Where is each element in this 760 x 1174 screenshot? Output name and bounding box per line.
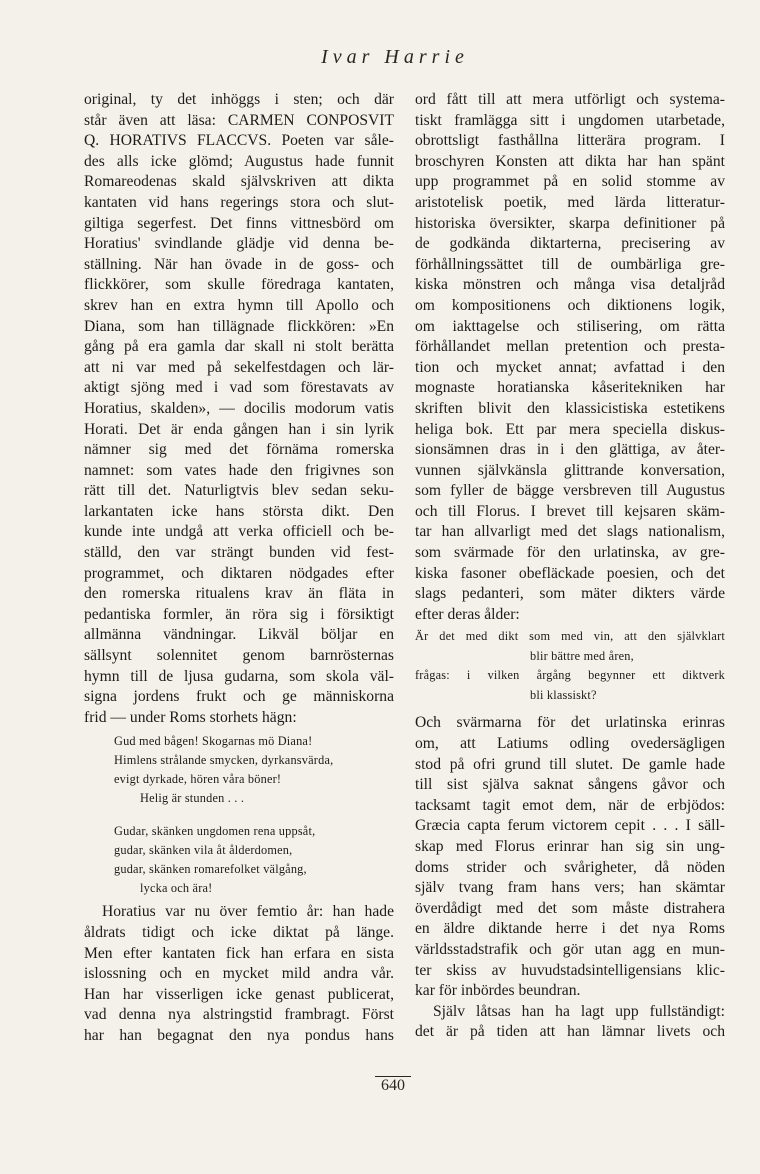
body-line: överdådigt med det som måste distrahera — [415, 899, 725, 917]
right-paragraph-3 — [415, 1002, 725, 1043]
body-line: sällsynt solennitet genom barnrösternas — [84, 647, 394, 665]
body-line: Horatius, skalden», — docilis modorum vatis — [84, 399, 394, 417]
quote-line: Är det med dikt som med vin, att den självklart — [415, 629, 725, 644]
body-line: historiska översikter, skarpa definitioner på — [415, 214, 725, 232]
body-line: en äldre diktande herre i det nya Roms — [415, 920, 725, 938]
body-line: själv tvang fram hans vers; han skämtar — [415, 879, 725, 897]
poem-line: Gud med bågen! Skogarnas mö Diana! — [114, 734, 313, 749]
right-paragraph-2 — [415, 713, 725, 1001]
body-line: namnet: som vates hade den frigivnes son — [84, 461, 394, 479]
body-line: förhållningssättet till de oumbärliga gre- — [415, 255, 725, 273]
body-line: den romerska ritualens krav än fläta in — [84, 585, 394, 603]
body-line: Han har visserligen icke genast publicerat, — [84, 985, 394, 1003]
body-line: signa jordens frukt och ge människorna — [84, 688, 394, 706]
body-line: Horati. Det är enda gången han i sin lyrik — [84, 420, 394, 438]
body-line: världsstadstrafik och gör utan agg en mun- — [415, 940, 725, 958]
body-line: slags pedanteri, som mäter dikters värde — [415, 585, 725, 603]
poem-stanza-1 — [84, 732, 394, 808]
verse-quote — [415, 627, 725, 705]
quote-line: frågas: i vilken årgång begynner ett diktverk — [415, 668, 725, 683]
body-line: gång på era gamla dar skall ni stolt berätta — [84, 338, 394, 356]
body-line: islossning och en mycket mild andra vår. — [84, 965, 394, 983]
body-line: heliga bok. Ett par mera speciella diskus- — [415, 420, 725, 438]
poem-line: evigt dyrkade, hören våra böner! — [114, 772, 282, 787]
body-line: sionsämnen dras in i den glättiga, av åter- — [415, 441, 725, 459]
body-line: efter deras ålder: — [415, 605, 520, 623]
body-line: skap med Florus erinrar han sig sin ung- — [415, 838, 725, 855]
body-line: vunnen självkänsla glittrande konversation, — [415, 461, 725, 479]
body-line: hymn till de ljusa gudarna, som skola väl- — [84, 667, 394, 685]
body-line: tion och mycket annat; avfattad i den — [415, 358, 725, 376]
body-line: kiska mönstren och många visa detaljråd — [415, 276, 725, 294]
body-line: de godkända diktarterna, precisering av — [415, 235, 725, 253]
body-line: står även att läsa: CARMEN CONPOSVIT — [84, 111, 394, 129]
body-line: om, att Latiums odling ovedersägligen — [415, 735, 725, 753]
body-line: ter skiss av huvudstadsintelligensians klic- — [415, 961, 725, 979]
body-line: doms strider och svårigheter, då nöden — [415, 858, 725, 876]
poem-line: Gudar, skänken ungdomen rena uppsåt, — [114, 824, 316, 839]
body-line: kiska fasoner obefläckade poesien, och det — [415, 564, 725, 582]
body-line: obrottsligt fasthållna litterära program. I — [415, 132, 725, 150]
running-header: Ivar Harrie — [321, 46, 469, 68]
body-line: kar för inbördes beundran. — [415, 982, 581, 1000]
body-line: till sist själva saknat sångens gåvor och — [415, 776, 725, 794]
body-line: kunde inte undgå att verka officiell och be- — [84, 523, 394, 541]
body-line: ställd, den var strängt bunden vid fest- — [84, 544, 394, 562]
left-paragraph-1 — [84, 90, 394, 728]
body-line: allmänna vändningar. Likväl böljar en — [84, 626, 394, 644]
body-line: åldrats tidigt och icke diktat på länge. — [84, 924, 394, 941]
body-line: det är på tiden att han lämnar livets och — [415, 1023, 725, 1041]
hymn-poem — [84, 732, 394, 898]
body-line: som svärmade för den urlatinska, av gre- — [415, 544, 725, 562]
body-line: Och svärmarna för det urlatinska erinras — [415, 714, 725, 732]
poem-line: gudar, skänken vila åt ålderdomen, — [114, 843, 293, 858]
body-line: aktigt sjöng med i vad som förestavats av — [84, 379, 394, 397]
page-number: 640 — [381, 1077, 405, 1094]
body-line: upp programmet på en solid stomme av — [415, 173, 725, 191]
body-line: vad denna nya alstringstid frambragt. Först — [84, 1006, 394, 1024]
poem-line: Helig är stunden . . . — [140, 791, 245, 806]
body-line: Själv låtsas han ha lagt upp fullständigt: — [433, 1002, 725, 1020]
left-column — [84, 90, 394, 1047]
right-column — [415, 90, 725, 1043]
body-line: original, ty det inhöggs i sten; och där — [84, 91, 394, 108]
body-line: mognaste horatianska kåseritekniken har — [415, 379, 725, 397]
body-line: Q. HORATIVS FLACCVS. Poeten var såle- — [84, 132, 394, 150]
body-line: stod på ofri grund till slutet. De gamle hade — [415, 755, 725, 773]
body-line: som fyller de bägge versbreven till Augustus — [415, 482, 725, 500]
body-line: pedantiska formler, än röra sig i försiktigt — [84, 605, 394, 623]
poem-line: gudar, skänken romarefolket välgång, — [114, 862, 307, 877]
body-line: ord fått till att mera utförligt och systema- — [415, 91, 725, 108]
body-line: förhållandet mellan pretention och presta- — [415, 338, 725, 356]
poem-stanza-2 — [84, 822, 394, 898]
body-line: skriften blivit den klassicistiska estetikens — [415, 399, 725, 417]
body-line: att ni var med på sekelfestdagen och lär- — [84, 358, 394, 376]
poem-line: Himlens strålande smycken, dyrkansvärda, — [114, 753, 334, 768]
body-line: flickkörer, som skulle föredraga kantaten, — [84, 276, 394, 294]
body-line: Diana, som han tillägnade flickkören: »En — [84, 317, 394, 335]
body-line: tacksamt tagit emot dem, när de erbjödos: — [415, 796, 725, 814]
body-line: larkantaten icke hans största dikt. Den — [84, 502, 394, 520]
quote-line: bli klassiskt? — [530, 687, 597, 702]
right-paragraph-1 — [415, 90, 725, 625]
body-line: Horatius var nu över femtio år: han hade — [102, 903, 394, 921]
body-line: skrev han en extra hymn till Apollo och — [84, 296, 394, 314]
body-line: giltiga segerfest. Det finns vittnesbörd om — [84, 214, 394, 232]
body-line: aristotelisk poetik, med lärda litteratur- — [415, 193, 725, 211]
body-line: kantaten vid hans regerings stora och slut- — [84, 193, 394, 211]
body-line: frid — under Roms storhets hägn: — [84, 708, 297, 726]
body-line: tiskt framlägga sitt i ungdomen utarbetade, — [415, 111, 725, 129]
body-line: programmet, och diktaren nödgades efter — [84, 564, 394, 582]
body-line: ställning. När han övade in de goss- och — [84, 255, 394, 273]
body-line: broschyren Konsten att dikta har han spänt — [415, 152, 725, 170]
poem-line: lycka och ära! — [140, 881, 213, 896]
body-line: tar han allvarligt med det slags nationalism, — [415, 523, 725, 541]
body-line: rätt till det. Naturligtvis blev sedan seku- — [84, 482, 394, 500]
body-line: har han begagnat den nya pondus hans — [84, 1026, 394, 1044]
page-footer — [0, 1076, 760, 1095]
body-line: des alls icke glömd; Augustus hade funnit — [84, 152, 394, 170]
left-paragraph-2 — [84, 902, 394, 1046]
body-line: nämner sig med det förnäma romerska — [84, 441, 394, 459]
body-line: Men efter kantaten fick han erfara en sista — [84, 944, 394, 962]
body-line: Græcia capta ferum victorem cepit . . . I säll- — [415, 817, 725, 835]
quote-line: blir bättre med åren, — [530, 648, 634, 663]
body-line: Horatius' svindlande glädje vid denna be- — [84, 235, 394, 253]
body-line: och till Florus. I brevet till kejsaren skäm- — [415, 502, 725, 520]
body-line: Romareodenas skald självskriven att dikta — [84, 173, 394, 191]
body-line: om iakttagelse och stilisering, om rätta — [415, 317, 725, 335]
body-line: om kompositionens och diktionens logik, — [415, 296, 725, 314]
